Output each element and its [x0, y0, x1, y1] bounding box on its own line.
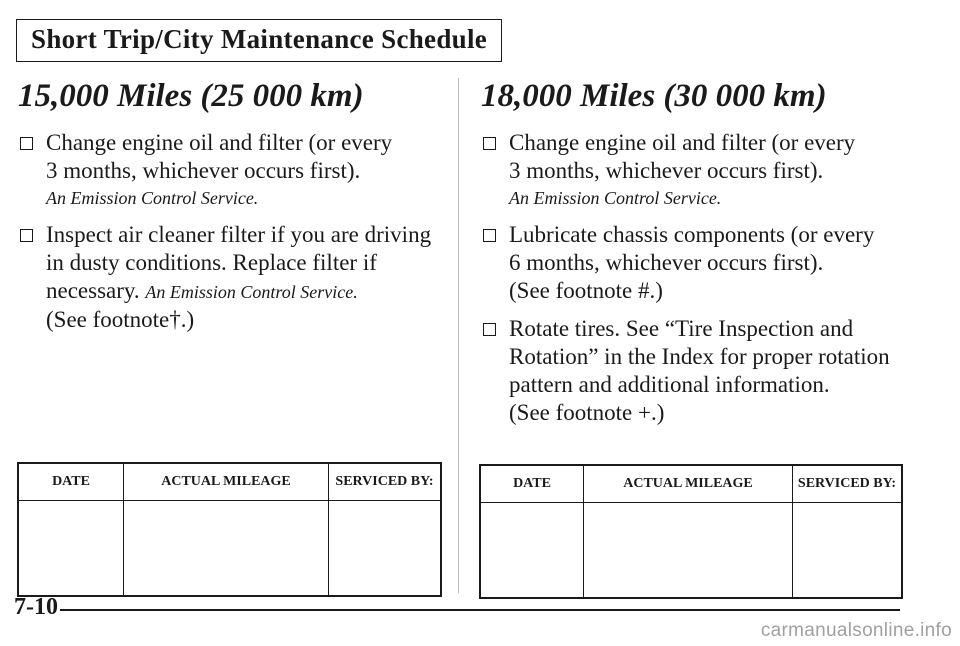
serviced-by-cell[interactable] [329, 501, 442, 597]
table-header-row [18, 463, 441, 501]
item-text-line: Rotation” in the Index for proper rotation [509, 344, 890, 369]
footnote-ref: (See footnote†.) [46, 307, 195, 332]
item-text-line: Change engine oil and filter (or every [509, 130, 856, 155]
serviced-by-cell[interactable] [793, 503, 903, 599]
item-text-line: 3 months, whichever occurs first). [46, 158, 361, 183]
right-item-1 [481, 129, 911, 211]
emission-note: An Emission Control Service. [46, 188, 259, 208]
serviced-by-header: SERVICED BY: [793, 465, 903, 503]
right-heading: 18,000 Miles (30 000 km) [481, 78, 827, 114]
item-text-line: Change engine oil and filter (or every [46, 130, 393, 155]
item-text-line: Lubricate chassis components (or every [509, 222, 875, 247]
left-service-log-table [17, 462, 442, 597]
checkbox-icon[interactable] [20, 137, 33, 150]
page-number: 7-10 [14, 594, 58, 620]
checkbox-icon[interactable] [20, 229, 33, 242]
item-text-line: Inspect air cleaner filter if you are driving [46, 222, 432, 247]
footer-rule [60, 609, 900, 611]
checkbox-icon[interactable] [483, 137, 496, 150]
item-text-line [46, 277, 448, 306]
actual-mileage-header: ACTUAL MILEAGE [124, 463, 329, 501]
item-text-line: 3 months, whichever occurs first). [509, 158, 824, 183]
footnote-ref: (See footnote +.) [509, 400, 665, 425]
right-item-2 [481, 221, 911, 305]
emission-note: An Emission Control Service. [145, 282, 358, 302]
actual-mileage-header: ACTUAL MILEAGE [584, 465, 793, 503]
item-text-line: pattern and additional information. [509, 372, 830, 397]
item-inline-text: necessary. [46, 278, 140, 303]
checkbox-icon[interactable] [483, 323, 496, 336]
item-text-line: 6 months, whichever occurs first). [509, 250, 824, 275]
date-cell[interactable] [480, 503, 584, 599]
right-column [481, 78, 911, 437]
right-service-log-table [479, 464, 903, 599]
left-item-1 [18, 129, 448, 211]
date-header: DATE [18, 463, 124, 501]
actual-mileage-cell[interactable] [124, 501, 329, 597]
right-item-3 [481, 315, 911, 427]
date-header: DATE [480, 465, 584, 503]
column-divider [458, 78, 459, 593]
actual-mileage-cell[interactable] [584, 503, 793, 599]
item-text-line: Rotate tires. See “Tire Inspection and [509, 316, 854, 341]
page-title: Short Trip/City Maintenance Schedule [16, 19, 502, 62]
table-header-row [480, 465, 902, 503]
left-heading: 15,000 Miles (25 000 km) [18, 78, 364, 114]
table-row [18, 501, 441, 597]
left-item-2 [18, 221, 448, 334]
date-cell[interactable] [18, 501, 124, 597]
emission-note: An Emission Control Service. [509, 188, 722, 208]
footnote-ref: (See footnote #.) [509, 278, 663, 303]
watermark: carmanualsonline.info [760, 620, 952, 641]
item-text-line: in dusty conditions. Replace filter if [46, 250, 377, 275]
left-column [18, 78, 448, 344]
checkbox-icon[interactable] [483, 229, 496, 242]
table-row [480, 503, 902, 599]
serviced-by-header: SERVICED BY: [329, 463, 442, 501]
